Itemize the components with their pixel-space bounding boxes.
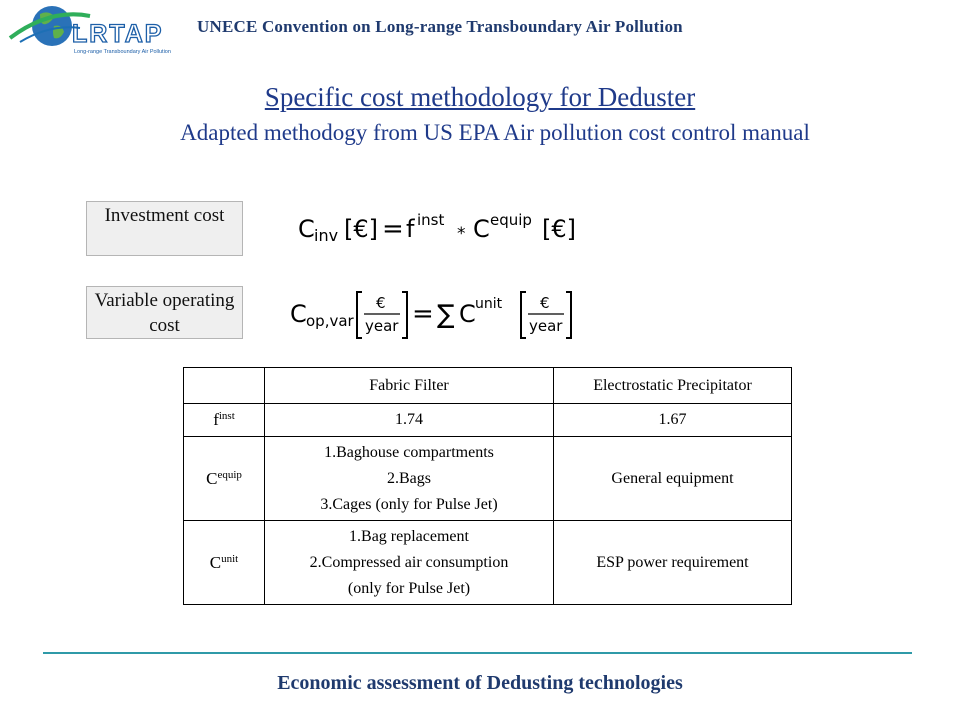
formula-inv-equals: = [382,214,404,244]
formula-var-sum: ∑ [437,300,455,330]
variable-cost-formula [290,284,580,344]
table-header-row [184,368,792,404]
fabric-line: 1.Bag replacement [349,527,469,545]
fabric-filter-cell [265,437,554,521]
formula-inv-factor-sup: inst [417,211,445,229]
investment-cost-label: Investment cost [86,201,243,256]
table-row [184,521,792,605]
row-symbol: C [209,552,222,572]
cost-table [183,367,792,605]
formula-var-unit-num-2: € [540,294,550,312]
formula-inv-lhs-sub: inv [314,226,339,245]
footer-title: Economic assessment of Dedusting technologies [277,672,683,694]
header-title: UNECE Convention on Long-range Transboundary Air Pollution [197,17,683,36]
formula-inv-unit-1: [€] [344,215,378,243]
page-title: Specific cost methodology for Deduster [264,82,696,112]
formula-var-rhs-sup: unit [475,296,503,312]
logo-text: LRTAP [72,20,164,48]
page-subtitle: Adapted methodogy from US EPA Air pollution cost control manual [180,120,810,145]
fabric-filter-cell: 1.74 [265,404,554,437]
table-header-empty [184,368,265,404]
row-symbol: C [206,468,218,488]
esp-cell: 1.67 [554,404,792,437]
investment-cost-formula [298,203,588,253]
variable-operating-cost-label: Variable operating cost [86,286,243,339]
formula-var-equals: = [412,299,434,329]
formula-inv-rhs-symbol: C [473,215,490,243]
formula-var-lhs-symbol: C [290,300,307,328]
row-symbol-cell [184,404,265,437]
formula-var-unit-num-1: € [376,294,386,312]
row-symbol-sup: unit [221,552,239,565]
formula-inv-unit-2: [€] [542,215,576,243]
formula-var-unit-den-2: year [529,317,563,335]
esp-cell: ESP power requirement [554,521,792,605]
table-header-esp: Electrostatic Precipitator [554,368,792,404]
formula-inv-rhs-sup: equip [490,211,532,229]
formula-inv-times: * [457,224,466,244]
esp-cell: General equipment [554,437,792,521]
logo-tagline: Long-range Transboundary Air Pollution [74,49,171,55]
fabric-line: (only for Pulse Jet) [347,579,471,597]
row-symbol: f [213,410,219,429]
table-row [184,437,792,521]
formula-inv-factor: f [406,215,415,243]
table-header-fabric-filter: Fabric Filter [265,368,554,404]
row-symbol-cell [184,437,265,521]
table-row [184,404,792,437]
lrtap-logo [6,2,176,58]
fabric-line: 2.Bags [387,469,431,487]
row-symbol-sup: equip [217,468,242,481]
fabric-line: 3.Cages (only for Pulse Jet) [320,495,498,513]
row-symbol-sup: inst [218,410,235,422]
row-symbol-cell [184,521,265,605]
formula-var-unit-den-1: year [365,317,399,335]
fabric-line: 2.Compressed air consumption [309,553,509,571]
fabric-line: 1.Baghouse compartments [324,443,494,461]
footer-divider [43,652,912,654]
formula-var-rhs-symbol: C [459,300,476,328]
formula-var-lhs-sub: op,var [306,312,354,330]
formula-inv-lhs-symbol: C [298,215,315,243]
fabric-filter-cell [265,521,554,605]
